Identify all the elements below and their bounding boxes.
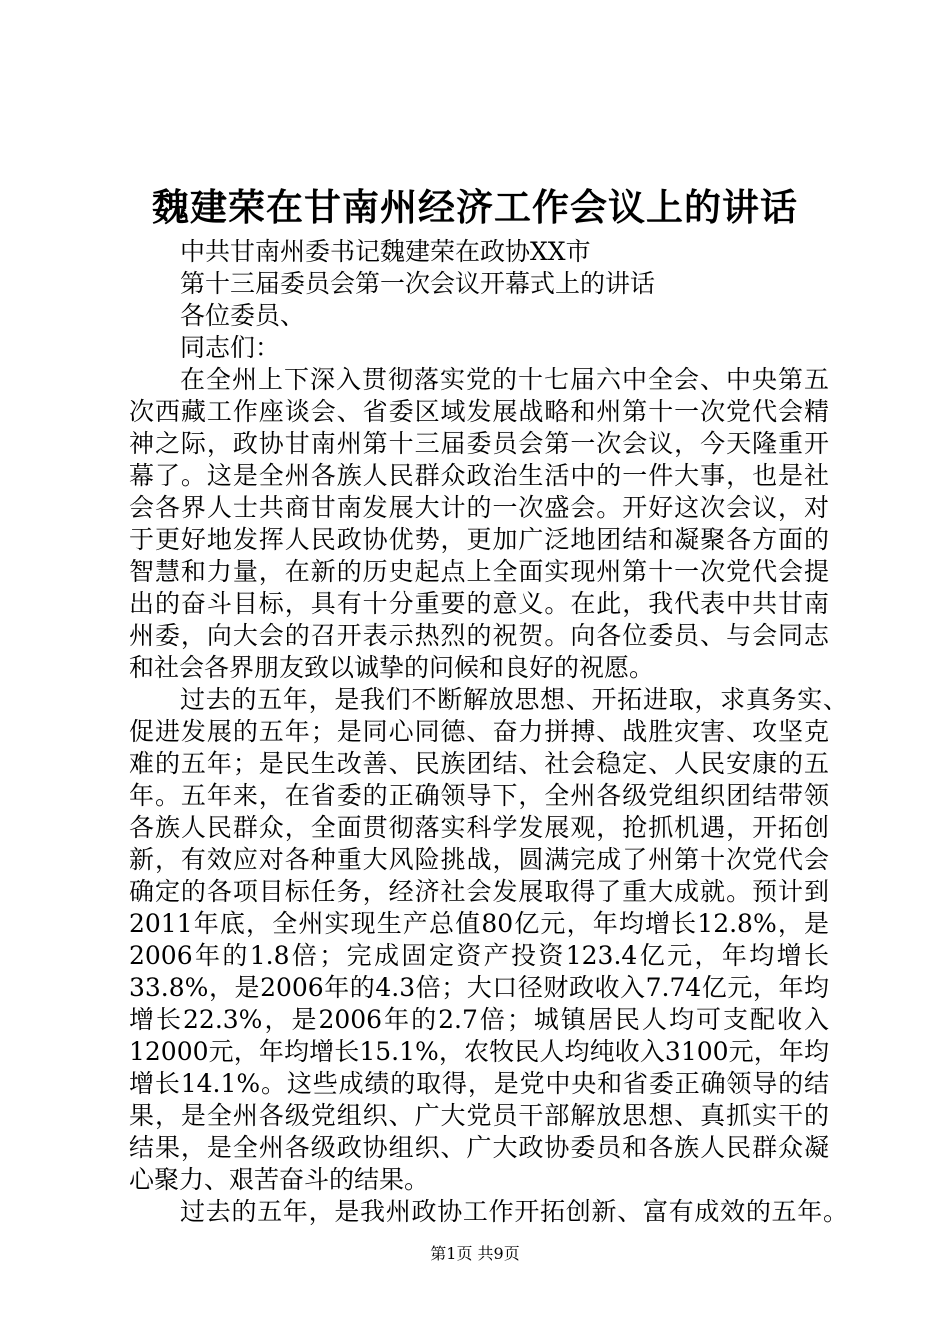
paragraph-line: 增长14.1%。这些成绩的取得，是党中央和省委正确领导的结 [129, 1069, 829, 1098]
paragraph-line: 和社会各界朋友致以诚挚的问候和良好的祝愿。 [129, 653, 655, 682]
paragraph-line: 促进发展的五年；是同心同德、奋力拼搏、战胜灾害、攻坚克 [129, 717, 829, 746]
paragraph-line: 出的奋斗目标，具有十分重要的意义。在此，我代表中共甘南 [129, 589, 829, 618]
paragraph-line: 次西藏工作座谈会、省委区域发展战略和州第十一次党代会精 [129, 397, 829, 426]
paragraph-line: 新，有效应对各种重大风险挑战，圆满完成了州第十次党代会 [129, 845, 829, 874]
paragraph-line: 确定的各项目标任务，经济社会发展取得了重大成就。预计到 [129, 877, 829, 906]
paragraph-line: 果，是全州各级党组织、广大党员干部解放思想、真抓实干的 [129, 1101, 829, 1130]
page-footer: 第1页 共9页 [430, 1244, 520, 1263]
paragraph-line: 于更好地发挥人民政协优势，更加广泛地团结和凝聚各方面的 [129, 525, 829, 554]
salutation-line: 同志们： [180, 333, 281, 362]
paragraph-line: 增长22.3%，是2006年的2.7倍；城镇居民人均可支配收入 [129, 1005, 829, 1034]
header-line: 中共甘南州委书记魏建荣在政协XX市 [180, 237, 591, 266]
paragraph-line: 过去的五年，是我们不断解放思想、开拓进取，求真务实、 [180, 685, 848, 714]
paragraph-line: 12000元，年均增长15.1%，农牧民人均纯收入3100元，年均 [129, 1037, 829, 1066]
paragraph-line: 州委，向大会的召开表示热烈的祝贺。向各位委员、与会同志 [129, 621, 829, 650]
paragraph-line: 智慧和力量，在新的历史起点上全面实现州第十一次党代会提 [129, 557, 829, 586]
paragraph-line: 33.8%，是2006年的4.3倍；大口径财政收入7.74亿元，年均 [129, 973, 829, 1002]
paragraph-line: 难的五年；是民生改善、民族团结、社会稳定、人民安康的五 [129, 749, 829, 778]
paragraph-line: 幕了。这是全州各族人民群众政治生活中的一件大事，也是社 [129, 461, 829, 490]
paragraph-line: 各族人民群众，全面贯彻落实科学发展观，抢抓机遇，开拓创 [129, 813, 829, 842]
salutation-line: 各位委员、 [180, 301, 306, 330]
paragraph-line: 结果，是全州各级政协组织、广大政协委员和各族人民群众凝 [129, 1133, 829, 1162]
paragraph-line: 2011年底，全州实现生产总值80亿元，年均增长12.8%，是 [129, 909, 829, 938]
paragraph-line: 过去的五年，是我州政协工作开拓创新、富有成效的五年。 [180, 1197, 848, 1226]
document-title: 魏建荣在甘南州经济工作会议上的讲话 [152, 185, 798, 229]
header-line: 第十三届委员会第一次会议开幕式上的讲话 [180, 269, 656, 298]
paragraph-line: 神之际，政协甘南州第十三届委员会第一次会议，今天隆重开 [129, 429, 829, 458]
paragraph-line: 年。五年来，在省委的正确领导下，全州各级党组织团结带领 [129, 781, 829, 810]
paragraph-line: 心聚力、艰苦奋斗的结果。 [129, 1165, 430, 1194]
paragraph-line: 会各界人士共商甘南发展大计的一次盛会。开好这次会议，对 [129, 493, 829, 522]
paragraph-line: 2006年的1.8倍；完成固定资产投资123.4亿元，年均增长 [129, 941, 829, 970]
paragraph-line: 在全州上下深入贯彻落实党的十七届六中全会、中央第五 [180, 365, 829, 394]
